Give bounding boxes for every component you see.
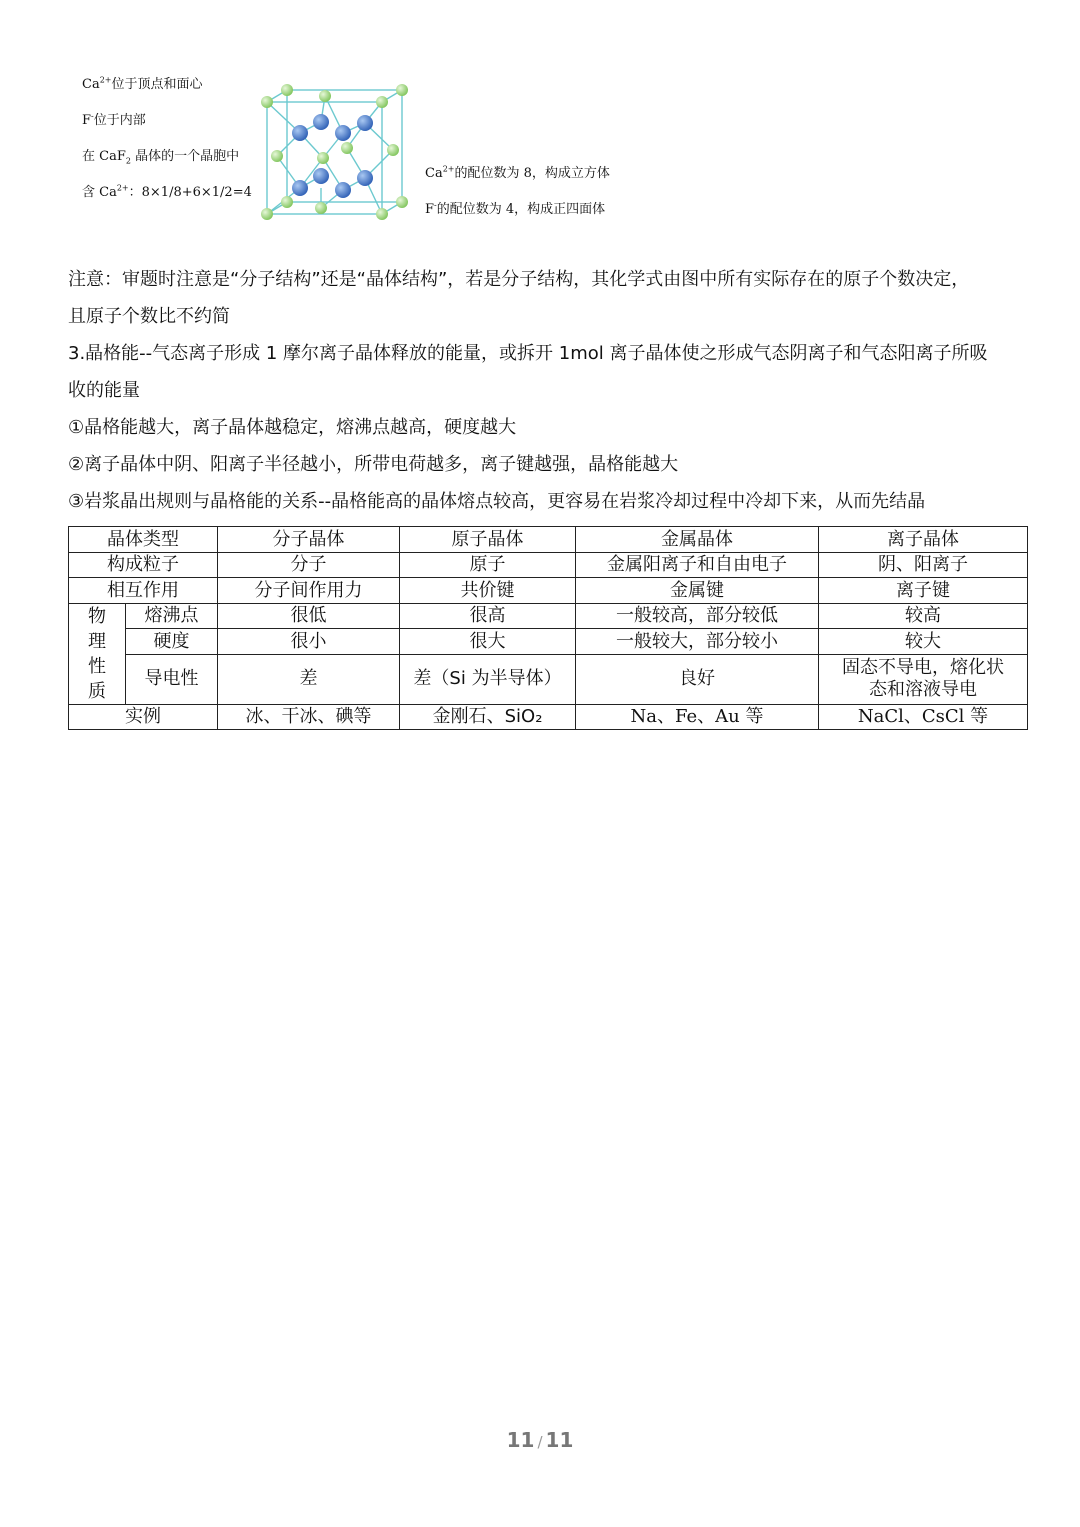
paragraph-lattice-energy-line2: 收的能量 [68,380,140,401]
table-cell: 分子 [218,552,400,578]
table-cell: 离子键 [819,578,1028,604]
paragraph-lattice-energy-line1: 3.晶格能--气态离子形成 1 摩尔离子晶体释放的能量，或拆开 1mol 离子晶体使之形成气态阴离子和气态阳离子所吸 [68,343,988,364]
table-cell: 实例 [69,704,218,730]
table-cell: 硬度 [126,629,218,655]
table-row [69,629,1028,655]
table-cell: 很大 [400,629,576,655]
table-cell: 较大 [819,629,1028,655]
table-header-cell: 金属晶体 [576,527,819,553]
table-header-cell: 晶体类型 [69,527,218,553]
table-cell: 原子 [400,552,576,578]
crystal-properties-table [68,526,1028,730]
note-ca-count: 含 $Ca^{2+}$：8×1/8+6×1/2=4 [82,183,252,200]
table-row [69,603,1028,629]
table-header-cell: 离子晶体 [819,527,1028,553]
table-cell: 构成粒子 [69,552,218,578]
note-ca-position: $Ca^{2+}$位于顶点和面心 [82,75,203,92]
note-f-coordination: F-的配位数为 4，构成正四面体 [425,200,606,217]
table-cell: NaCl、CsCl 等 [819,704,1028,730]
table-cell: 差 [218,655,400,705]
table-header-cell: 分子晶体 [218,527,400,553]
note-caf2-cell: 在 CaF$_2$ 晶体的一个晶胞中 [82,149,240,166]
table-row [69,527,1028,553]
table-cell: 分子间作用力 [218,578,400,604]
table-cell: 共价键 [400,578,576,604]
table-cell: 阴、阳离子 [819,552,1028,578]
list-item-3: ③岩浆晶出规则与晶格能的关系--晶格能高的晶体熔点较高，更容易在岩浆冷却过程中冷却下来，从而先结晶 [68,491,926,512]
table-cell: 冰、干冰、碘等 [218,704,400,730]
table-cell: 相互作用 [69,578,218,604]
table-cell: 导电性 [126,655,218,705]
table-row [69,655,1028,705]
table-cell: 熔沸点 [126,603,218,629]
caf2-crystal-structure-image [255,78,415,228]
paragraph-note-line1: 注意：审题时注意是“分子结构”还是“晶体结构”，若是分子结构，其化学式由图中所有实际存在的原子个数决定， [68,269,970,290]
table-cell: Na、Fe、Au 等 [576,704,819,730]
table-cell: 很小 [218,629,400,655]
table-cell: 很低 [218,603,400,629]
table-row [69,578,1028,604]
table-cell: 金属阳离子和自由电子 [576,552,819,578]
table-cell: 很高 [400,603,576,629]
page-separator: / [537,1433,543,1451]
physical-properties-label: 物 理 性 质 [69,603,126,704]
table-cell: 较高 [819,603,1028,629]
table-cell: 差（Si 为半导体） [400,655,576,705]
paragraph-note-line2: 且原子个数比不约简 [68,306,230,327]
total-pages: 11 [545,1428,574,1452]
table-header-cell: 原子晶体 [400,527,576,553]
note-ca-coordination: $Ca^{2+}$的配位数为 8，构成立方体 [425,164,610,181]
table-cell: 金刚石、SiO₂ [400,704,576,730]
table-row [69,552,1028,578]
list-item-2: ②离子晶体中阴、阳离子半径越小，所带电荷越多，离子键越强，晶格能越大 [68,454,679,475]
current-page: 11 [506,1428,535,1452]
page-indicator [0,1428,1080,1452]
table-cell: 金属键 [576,578,819,604]
table-cell: 固态不导电，熔化状 态和溶液导电 [819,655,1028,705]
note-f-position: F-位于内部 [82,111,146,128]
table-cell: 良好 [576,655,819,705]
table-row [69,704,1028,730]
table-cell: 一般较大，部分较小 [576,629,819,655]
table-cell: 一般较高，部分较低 [576,603,819,629]
list-item-1: ①晶格能越大，离子晶体越稳定，熔沸点越高，硬度越大 [68,417,517,438]
